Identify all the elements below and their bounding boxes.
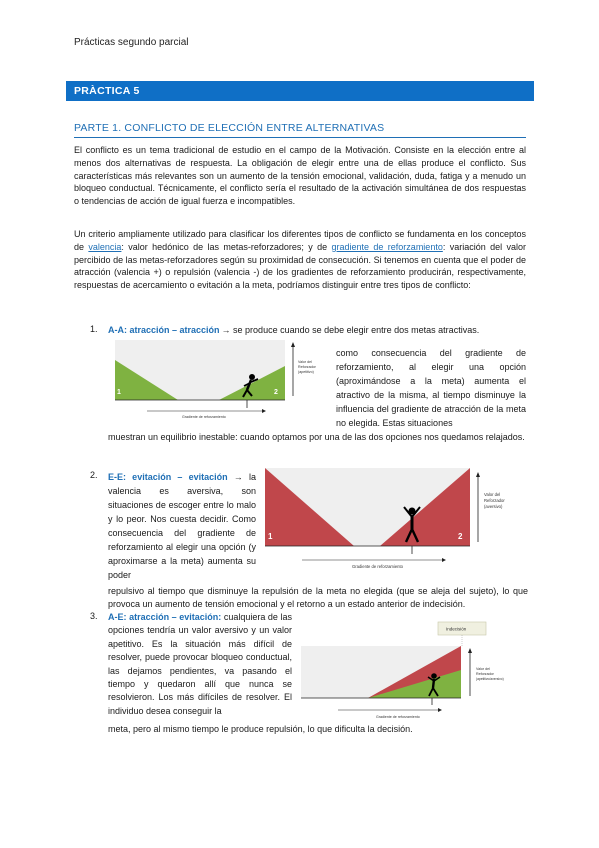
practice-banner: PRÀCTICA 5 bbox=[66, 81, 534, 101]
text-span: Un criterio ampliamente utilizado para clasificar los diferentes tipos de conflicto se fundamenta en los conceptos de bbox=[74, 229, 526, 252]
figure-y-axis-3: (apetitivo) bbox=[298, 370, 314, 374]
item-1-heading bbox=[108, 324, 528, 337]
section-rule bbox=[74, 137, 526, 138]
figure-label-2: 2 bbox=[458, 532, 463, 541]
figure-y-axis-1: Valor del bbox=[484, 492, 501, 497]
arrow-icon: → bbox=[233, 472, 243, 482]
item-1-number: 1. bbox=[90, 324, 98, 334]
gradiente-link[interactable]: gradiente de reforzamiento bbox=[331, 241, 443, 252]
item-2-title: E-E: evitación – evitación bbox=[108, 472, 228, 482]
item-1-lead: se produce cuando se debe elegir entre dos metas atractivas. bbox=[230, 325, 480, 335]
figure-attraction-avoidance bbox=[298, 620, 528, 722]
item-2-side: la valencia es aversiva, son situaciones de escoger entre lo malo y lo peor. Nos cuesta decidir. Como consecuencia del gradiente de reforzamiento al elegir una opción (y aproximarse a la meta) aumenta su poder bbox=[108, 472, 256, 580]
figure-y-axis-1: Valor del bbox=[476, 667, 490, 671]
intro-paragraph-2 bbox=[74, 228, 526, 292]
item-1-title: A-A: atracción – atracción bbox=[108, 325, 220, 335]
page-header: Prácticas segundo parcial bbox=[74, 37, 189, 48]
figure-y-axis-3: (apetitivo/aversivo) bbox=[476, 677, 504, 681]
item-1-tail-text: muestran un equilibrio inestable: cuando optamos por una de las dos opciones nos quedamos relajados. bbox=[108, 432, 525, 442]
item-3-number: 3. bbox=[90, 611, 98, 621]
item-1-side-text: como consecuencia del gradiente de reforzamiento, al elegir una opción (aproximándose a la meta) aumenta el atractivo de la misma, al tiempo disminuye la influencia del gradiente de atracción de la meta no elegida. Estas situaciones bbox=[336, 348, 526, 428]
item-3-title: A-E: atracción – evitación: bbox=[108, 612, 222, 622]
item-3-side-text bbox=[108, 611, 292, 718]
text-span: : variación del valor percibido de las metas-reforzadores según su proximidad de consecución. Si tenemos en cuenta que el poder de atracción (valencia +) o repulsión (valencia -) de los gradientes de reforzamiento producirán, respectivamente, respuestas de acercamiento o evitación a la meta, podríamos distinguir entre tres tipos de conflicto: bbox=[74, 241, 526, 291]
figure-attraction-attraction bbox=[112, 338, 332, 422]
item-3-side: cualquiera de las opciones tendría un valor aversivo y un valor apetitivo. Es la situación más difícil de resolver, puede provocar bloqueo conductual, las dejamos pendientes, va pasando el tiempo y quedaron allí que nunca se resolvieron. Los más difíciles de resolver. El individuo desea conseguir la bbox=[108, 612, 292, 716]
figure-label-1: 1 bbox=[117, 389, 121, 396]
figure-x-axis: Gradiente de reforzamiento bbox=[376, 715, 420, 719]
intro-paragraph-1: El conflicto es un tema tradicional de estudio en el campo de la Motivación. Consiste en la elección entre al menos dos alternativas de respuesta. La obligación de elegir entre una de ellas produce el conflicto. Sus características más relevantes son un aumento de la tensión emocional, validación, duda, fatiga y a menudo un bloqueo conductual. Técnicamente, el conflicto sería el resultado de la activación simultánea de dos respuestas o tendencias de acción de igual fuerza e incompatibles. bbox=[74, 145, 526, 207]
figure-y-axis-2: Reforzador bbox=[298, 365, 316, 369]
figure-avoidance-avoidance bbox=[262, 466, 530, 574]
arrow-icon: → bbox=[221, 325, 231, 335]
figure-y-axis-1: Valor del bbox=[298, 360, 312, 364]
item-2-number: 2. bbox=[90, 470, 98, 480]
figure-label-1: 1 bbox=[268, 532, 273, 541]
figure-y-axis-3: (aversivo) bbox=[484, 504, 503, 509]
figure-y-axis-2: Reforzador bbox=[476, 672, 494, 676]
figure-x-axis: Gradiente de reforzamiento bbox=[182, 415, 226, 419]
item-2-tail-text: repulsivo al tiempo que disminuye la repulsión de la meta no elegida (que se aleja del sujeto), lo que provoca un aumento de tensión emocional y el retorno a un estado anterior de indecisión. bbox=[108, 586, 528, 609]
figure-label-2: 2 bbox=[274, 389, 278, 396]
indecision-label: Indecisión bbox=[446, 626, 467, 632]
valencia-link[interactable]: valencia bbox=[88, 241, 122, 252]
figure-y-axis-2: Reforzador bbox=[484, 498, 505, 503]
figure-x-axis: Gradiente de reforzamiento bbox=[352, 564, 403, 569]
text-span: : valor hedónico de las metas-reforzadores; y de bbox=[121, 241, 332, 252]
section-title: PARTE 1. CONFLICTO DE ELECCIÓN ENTRE ALTERNATIVAS bbox=[74, 122, 385, 134]
item-2-side-text bbox=[108, 470, 256, 582]
item-3-tail-text: meta, pero al mismo tiempo le produce repulsión, lo que dificulta la decisión. bbox=[108, 724, 413, 734]
